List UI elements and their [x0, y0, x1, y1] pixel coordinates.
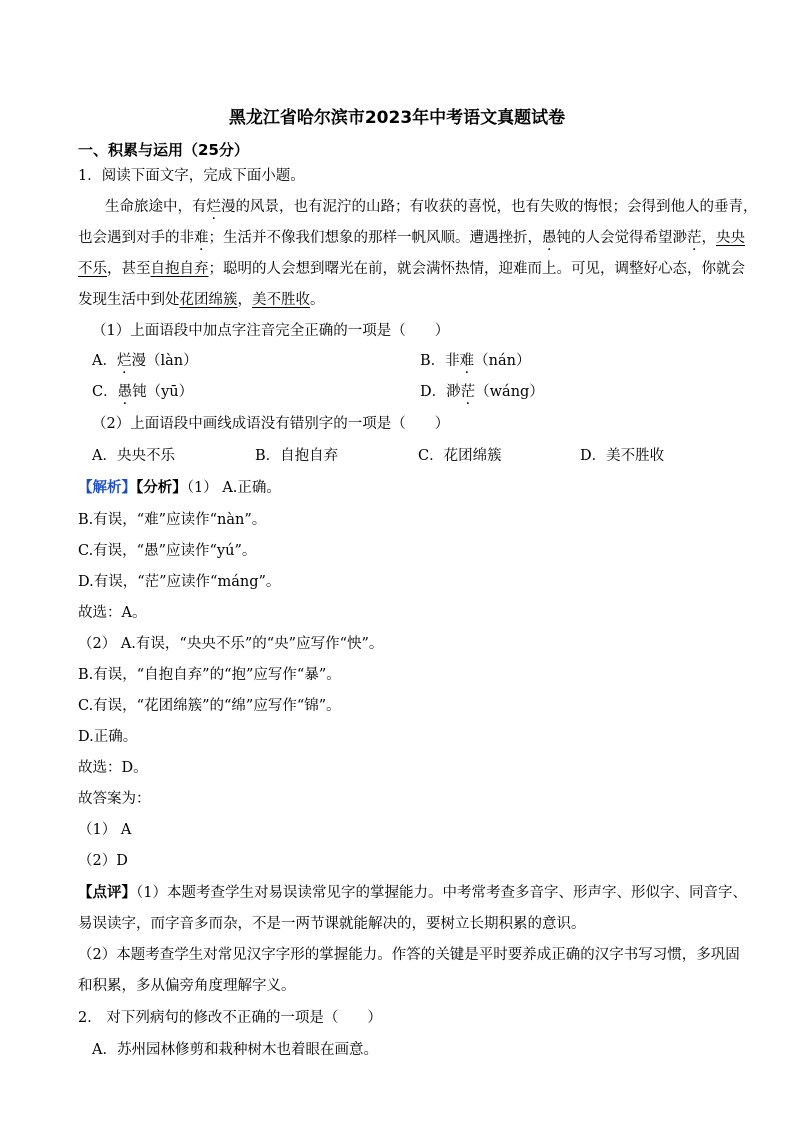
review-line: 和积累，多从偏旁角度理解字义。	[78, 978, 296, 994]
option-1b[interactable]: B．非难（nán）	[420, 353, 531, 369]
passage-line-2	[78, 228, 745, 248]
dotted-char: 愚	[542, 230, 557, 246]
analysis-line: B.有误，“难”应读作“nàn”。	[78, 512, 267, 528]
passage-text: ，甚至	[107, 261, 151, 277]
passage-text: ，	[237, 292, 252, 308]
dotted-char: 难	[194, 230, 209, 246]
dotted-char: 茫	[460, 384, 476, 400]
fenxi-tag: 【分析】	[136, 479, 187, 496]
underlined-idiom: 花团绵簇	[179, 292, 238, 308]
analysis-line: （2）D	[78, 853, 128, 869]
analysis-line: C.有误，“花团绵簇”的“绵”应写作“锦”。	[78, 698, 341, 714]
jiexi-tag: 【解析】	[78, 479, 136, 496]
passage-line-1	[105, 197, 758, 217]
review-line: 易误读字，而字音多而杂，不是一两节课就能解决的，要树立长期积累的意识。	[78, 916, 586, 932]
dotted-char: 难	[459, 353, 475, 369]
analysis-line: D.正确。	[78, 729, 138, 745]
dotted-char: 茫	[687, 230, 702, 246]
option-1c[interactable]: C．愚钝（yū）	[92, 384, 194, 400]
analysis-line: 故答案为：	[78, 791, 151, 807]
passage-text: 生命旅途中，有	[105, 199, 207, 215]
passage-text: 发现生活中到处	[78, 292, 180, 308]
option-1a[interactable]: A．烂漫（làn）	[92, 353, 198, 369]
dotted-char: 烂	[206, 199, 221, 215]
sub-question-1: （1）上面语段中加点字注音完全正确的一项是（ ）	[92, 323, 450, 339]
option-2d[interactable]: D．美不胜收	[580, 448, 665, 464]
underlined-idiom: 美不胜收	[252, 292, 310, 308]
passage-text: 。	[310, 292, 325, 308]
analysis-line: D.有误，“茫”应读作“máng”。	[78, 574, 281, 590]
question-2-stem: 2． 对下列病句的修改不正确的一项是（ ）	[78, 1010, 382, 1026]
dotted-char: 愚	[117, 384, 133, 400]
question-1-stem: 1．阅读下面文字，完成下面小题。	[78, 168, 305, 184]
option-2c[interactable]: C．花团绵簇	[418, 448, 502, 464]
analysis-line-1: 【解析】【分析】（1） A.正确。	[78, 479, 281, 496]
passage-text: 钝的人会觉得希望渺	[556, 230, 687, 246]
review-line: （2）本题考查学生对常见汉字字形的掌握能力。作答的关键是平时要养成正确的汉字书写习惯，多巩固	[78, 947, 740, 963]
analysis-line: C.有误，“愚”应读作“yú”。	[78, 543, 257, 559]
passage-text: ，	[701, 230, 716, 246]
analysis-line: （2） A.有误，“央央不乐”的“央”应写作“怏”。	[78, 636, 384, 652]
option-2b[interactable]: B．自抱自弃	[255, 448, 339, 464]
analysis-line: 故选：D。	[78, 760, 148, 776]
passage-text: ；聪明的人会想到曙光在前，就会满怀热情，迎难而上。可见，调整好心态，你就会	[208, 261, 745, 277]
dotted-char: 烂	[116, 353, 132, 369]
option-1d[interactable]: D．渺茫（wáng）	[420, 384, 544, 400]
passage-text: ；生活并不像我们想象的那样一帆风顺。遭遇挫折，	[208, 230, 542, 246]
page-title: 黑龙江省哈尔滨市2023年中考语文真题试卷	[228, 108, 566, 128]
passage-line-3	[78, 259, 745, 279]
analysis-line: B.有误，“自抱自弃”的“抱”应写作“暴”。	[78, 667, 341, 683]
review-line-1: 【点评】（1）本题考查学生对易误读常见字的掌握能力。中考常考查多音字、形声字、形似字、同音字、	[78, 884, 747, 901]
passage-text: 也会遇到对手的非	[78, 230, 194, 246]
sub-question-2: （2）上面语段中画线成语没有错别字的一项是（ ）	[92, 416, 450, 432]
analysis-line: 故选：A。	[78, 605, 147, 621]
passage-text: 漫的风景，也有泥泞的山路；有收获的喜悦，也有失败的悔恨；会得到他人的垂青，	[221, 199, 758, 215]
underlined-idiom: 自抱自弃	[150, 261, 209, 277]
underlined-idiom: 央央	[716, 230, 745, 246]
review-tag: 【点评】	[78, 884, 136, 901]
passage-line-4	[78, 290, 325, 310]
option-2a[interactable]: A．央央不乐	[92, 448, 175, 464]
section-heading: 一、积累与运用（25分）	[78, 141, 249, 159]
underlined-idiom: 不乐	[78, 261, 107, 277]
analysis-line: （1） A	[78, 822, 132, 838]
option-q2a[interactable]: A．苏州园林修剪和栽种树木也着眼在画意。	[92, 1042, 378, 1058]
